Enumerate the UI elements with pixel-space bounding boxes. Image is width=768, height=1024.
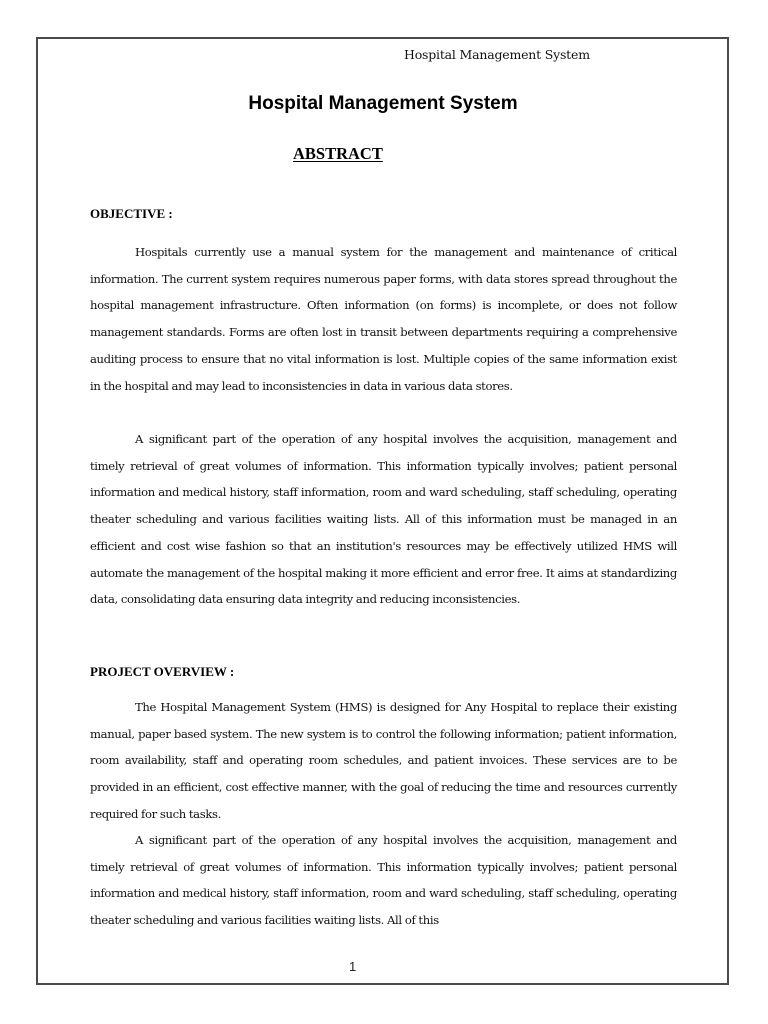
- objective-paragraph-1: Hospitals currently use a manual system for the management and maintenance of critical information. The current system requires numerous paper forms, with data stores spread throughout the hospital management infrastructure. Often information (on forms) is incomplete, or does not follow management standards. Forms are often lost in transit between departments requiring a comprehensive auditing process to ensure that no vital information is lost. Multiple copies of the same information exist in the hospital and may lead to inconsistencies in data in various data stores.: [90, 245, 677, 393]
- objective-paragraph-2: A significant part of the operation of any hospital involves the acquisition, management and timely retrieval of great volumes of information. This information typically involves; patient personal information and medical history, staff information, room and ward scheduling, staff scheduling, operating theater scheduling and various facilities waiting lists. All of this information must be managed in an efficient and cost wise fashion so that an institution's resources may be effectively utilized HMS will automate the management of the hospital making it more efficient and error free. It aims at standardizing data, consolidating data ensuring data integrity and reducing inconsistencies.: [90, 432, 677, 607]
- running-header: Hospital Management System: [404, 47, 590, 62]
- page-number: 1: [349, 959, 357, 974]
- overview-paragraph-2: A significant part of the operation of any hospital involves the acquisition, management and timely retrieval of great volumes of information. This information typically involves; patient personal information and medical history, staff information, room and ward scheduling, staff scheduling, operating theater scheduling and various facilities waiting lists. All of this: [90, 833, 677, 928]
- project-overview-heading: PROJECT OVERVIEW :: [90, 664, 235, 679]
- abstract-heading: ABSTRACT: [293, 144, 383, 163]
- objective-heading: OBJECTIVE :: [90, 206, 173, 221]
- document-title: [0, 93, 768, 115]
- overview-paragraph-1: The Hospital Management System (HMS) is designed for Any Hospital to replace their existing manual, paper based system. The new system is to control the following information; patient information, room availability, staff and operating room schedules, and patient invoices. These services are to be provided in an efficient, cost effective manner, with the goal of reducing the time and resources currently required for such tasks.: [90, 700, 677, 821]
- document-title-text: Hospital Management System: [248, 93, 518, 114]
